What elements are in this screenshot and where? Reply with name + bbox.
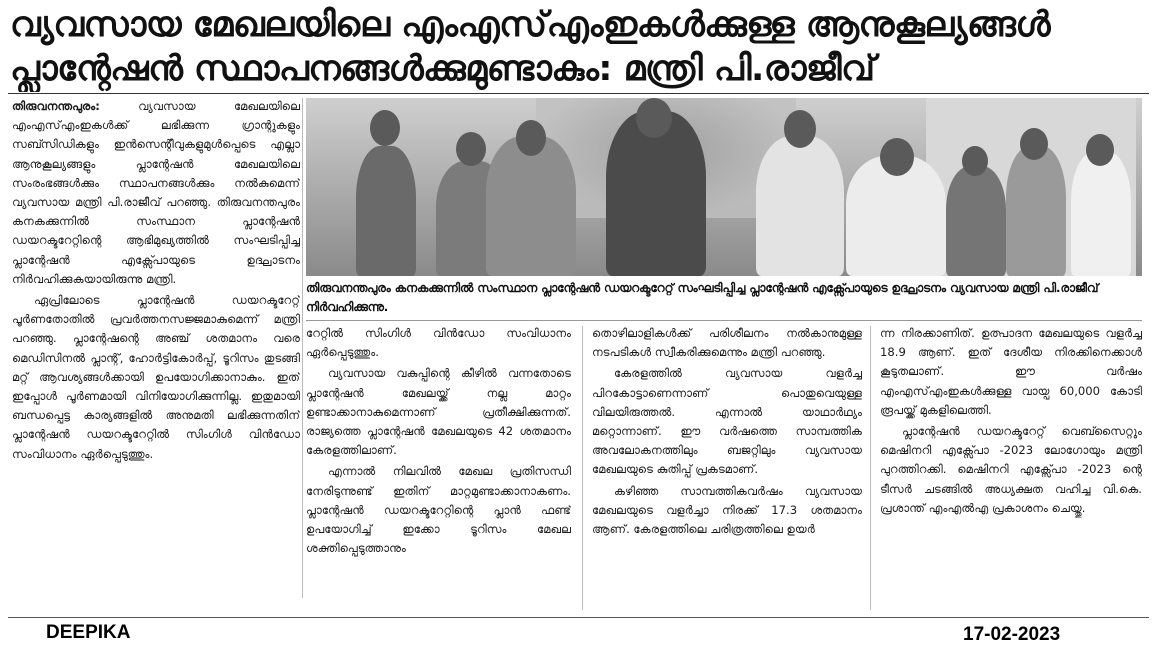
photo-figure-head	[962, 146, 988, 176]
photo-figure-head	[784, 110, 816, 148]
photo-figure	[356, 146, 416, 276]
event-photo	[306, 98, 1142, 276]
article-column-4	[880, 324, 1142, 614]
photo-figure	[946, 166, 1006, 276]
article-column-1	[12, 97, 300, 595]
article-paragraph: കേരളത്തിൽ വ്യവസായ വളർച്ച പിറകോട്ടാണെന്നാണ് പൊതുവെയുള്ള വിലയിരുത്തൽ. എന്നാൽ യാഥാർഥ്യം മറ്റൊന്നാണ്. ഈ വർഷത്തെ സാമ്പത്തിക അവലോകനത്തിലും ബജറ്റിലും വ്യവസായ മേഖലയുടെ കുതിപ്പ് പ്രകടമാണ്.	[592, 366, 862, 477]
caption-divider	[306, 320, 1142, 321]
article-paragraph	[12, 97, 300, 289]
photo-caption: തിരുവനന്തപുരം കനകക്കുന്നിൽ സംസ്ഥാന പ്ലാന്റേഷൻ ഡയറക്ടറേറ്റ് സംഘടിപ്പിച്ച പ്ലാന്റേഷൻ എക്സ്പോയുടെ ഉദ്ഘാടനം വ്യവസായ മന്ത്രി പി.രാജീവ് നിർവഹിക്കുന്നു.	[306, 281, 1099, 314]
headline-divider	[8, 93, 1149, 94]
publication-name: DEEPIKA	[46, 622, 131, 643]
article-paragraph: തൊഴിലാളികൾക്ക് പരിശീലനം നൽകാനുമുള്ള നടപടികൾ സ്വീകരിക്കുമെന്നും മന്ത്രി പറഞ്ഞു.	[592, 326, 862, 360]
article-paragraph: കഴിഞ്ഞ സാമ്പത്തികവർഷം വ്യവസായ മേഖലയുടെ വളർച്ചാ നിരക്ക് 17.3 ശതമാനം ആണ്. കേരളത്തിലെ ചരിത്രത്തിലെ ഉയർ	[592, 483, 862, 537]
article-column-2	[306, 324, 571, 614]
article-column-3	[592, 324, 862, 614]
headline-line-1: വ്യവസായ മേഖലയിലെ എംഎസ്എംഇകൾക്കുള്ള ആനുകൂല്യങ്ങൾ	[10, 5, 1050, 45]
photo-figure	[1006, 146, 1066, 276]
headline-line-2: പ്ലാന്റേഷൻ സ്ഥാപനങ്ങൾക്കുമുണ്ടാകും: മന്ത്രി പി.രാജീവ്	[10, 49, 875, 89]
column-divider	[870, 326, 871, 610]
photo-figure-head	[456, 132, 486, 166]
dateline: തിരുവനന്തപുരം:	[12, 99, 100, 113]
article-paragraph: ഏപ്രിലോടെ പ്ലാന്റേഷൻ ഡയറക്ടറേറ്റ് പൂർണതോതിൽ പ്രവർത്തനസജ്ജമാകുമെന്ന് മന്ത്രി പറഞ്ഞു. പ്ലാന്റേഷന്റെ അഞ്ച് ശതമാനം വരെ മെഡിസിനൽ പ്ലാന്റ്, ഹോർട്ടികോർപ്പ്, ടൂറിസം തുടങ്ങി മറ്റ് ആവശ്യങ്ങൾക്കായി ഉപയോഗിക്കാനാകും. ഇത് ഇപ്പോൾ പൂർണമായി വിനിയോഗിക്കുന്നില്ല. ഇതുമായി ബന്ധപ്പെട്ട കാര്യങ്ങളിൽ അനുമതി ലഭിക്കുന്നതിന് പ്ലാന്റേഷൻ ഡയറക്ടറേറ്റിൽ സിംഗിൾ വിൻഡോ സംവിധാനം ഏർപ്പെടുത്തും.	[12, 293, 300, 461]
footer-divider	[8, 617, 1149, 618]
photo-figure-head	[1020, 128, 1048, 160]
paragraph-text: വ്യവസായ മേഖലയിലെ എംഎസ്എംഇകൾക്ക് ലഭിക്കുന്ന ഗ്രാന്റുകളും സബ്സിഡികളും ഇൻസെന്റീവുകളുമുൾപ്പെടെ എല്ലാ ആനുകൂല്യങ്ങളും പ്ലാന്റേഷൻ മേഖലയിലെ സംരംഭങ്ങൾക്കും സ്ഥാപനങ്ങൾക്കും നൽകുമെന്ന് വ്യവസായ മന്ത്രി പി.രാജീവ് പറഞ്ഞു. തിരുവനന്തപുരം കനകക്കുന്നിൽ സംസ്ഥാന പ്ലാന്റേഷൻ ഡയറക്ടറേറ്റിന്റെ ആഭിമുഖ്യത്തിൽ സംഘടിപ്പിച്ച പ്ലാന്റേഷൻ എക്സ്പോയുടെ ഉദ്ഘാടനം നിർവഹിക്കുകയായിരുന്നു മന്ത്രി.	[12, 99, 300, 286]
photo-figure-head	[516, 120, 546, 156]
article-paragraph: ന്ന നിരക്കാണിത്. ഉത്പാദന മേഖലയുടെ വളർച്ച 18.9 ആണ്. ഇത് ദേശീയ നിരക്കിനെക്കാൾ കൂടുതലാണ്. ഈ വർഷം എംഎസ്എംഇകൾക്കുള്ള വായ്പ 60,000 കോടി രൂപയ്ക്ക് മുകളിലെത്തി.	[880, 326, 1142, 417]
photo-figure	[486, 136, 576, 276]
photo-figure-head	[880, 138, 914, 176]
photo-figure	[1071, 151, 1131, 276]
photo-figure-head	[636, 98, 672, 138]
article-paragraph: വ്യവസായ വകുപ്പിന്റെ കീഴിൽ വന്നതോടെ പ്ലാന്റേഷൻ മേഖലയ്ക്ക് നല്ല മാറ്റം ഉണ്ടാക്കാനാകുമെന്നാണ് പ്രതീക്ഷിക്കുന്നത്. രാജ്യത്തെ പ്ലാന്റേഷൻ മേഖലയുടെ 42 ശതമാനം കേരളത്തിലാണ്.	[306, 366, 571, 458]
photo-figure-head	[370, 110, 400, 146]
article-paragraph: റേറ്റിൽ സിംഗിൾ വിൻഡോ സംവിധാനം ഏർപ്പെടുത്തും.	[306, 326, 571, 360]
article-paragraph: എന്നാൽ നിലവിൽ മേഖല പ്രതിസന്ധി നേരിടുന്നുണ്ട് ഇതിന് മാറ്റമുണ്ടാക്കാനാകണം. പ്ലാന്റേഷൻ ഡയറക്ടറേറ്റിന്റെ പ്ലാൻ ഫണ്ട് ഉപയോഗിച്ച് ഇക്കോ ടൂറിസം മേഖല ശക്തിപ്പെടുത്താനും	[306, 464, 571, 556]
column-divider	[582, 326, 583, 610]
article-paragraph: പ്ലാന്റേഷൻ ഡയറക്ടറേറ്റ് വെബ്സൈറ്റും മെഷിനറി എക്സ്പോ -2023 ലോഗോയും മന്ത്രി പുറത്തിറക്കി. മെഷിനറി എക്സ്പോ -2023 ന്റെ ടീസർ ചടങ്ങിൽ അധ്യക്ഷത വഹിച്ച വി.കെ. പ്രശാന്ത് എംഎൽഎ പ്രകാശനം ചെയ്തു.	[880, 424, 1142, 515]
photo-figure	[756, 136, 844, 276]
publication-date: 17-02-2023	[963, 624, 1061, 645]
photo-figure-head	[1086, 134, 1114, 166]
column-divider	[302, 98, 303, 598]
